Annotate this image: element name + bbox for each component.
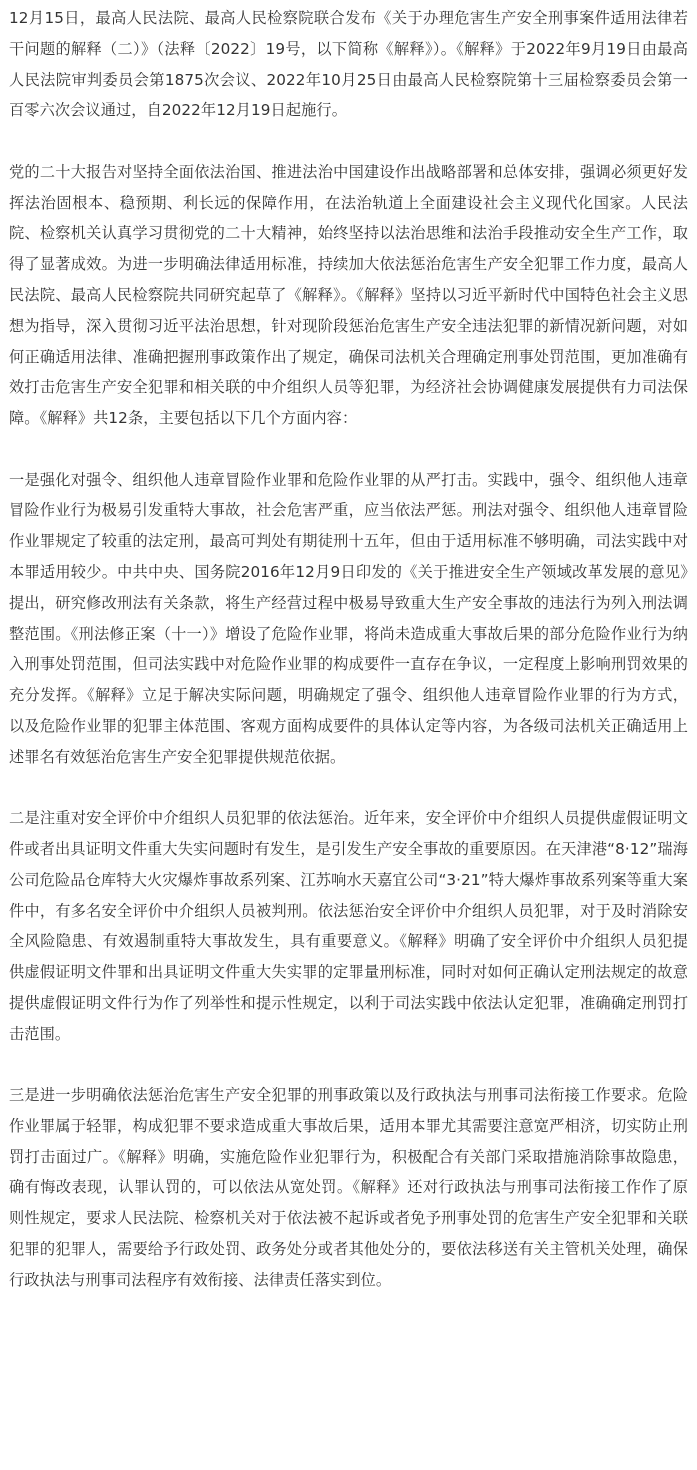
paragraph-point-three: 三是进一步明确依法惩治危害生产安全犯罪的刑事政策以及行政执法与刑事司法衔接工作要求。危险作业罪属于轻罪，构成犯罪不要求造成重大事故后果，适用本罪尤其需要注意宽严相济，切实防止刑罚打击面过广。《解释》明确，实施危险作业犯罪行为，积极配合有关部门采取措施消除事故隐患，确有悔改表现，认罪认罚的，可以依法从宽处罚。《解释》还对行政执法与刑事司法衔接工作作了原则性规定，要求人民法院、检察机关对于依法被不起诉或者免予刑事处罚的危害生产安全犯罪和关联犯罪的犯罪人，需要给予行政处罚、政务处分或者其他处分的，要依法移送有关主管机关处理，确保行政执法与刑事司法程序有效衔接、法律责任落实到位。	[9, 1086, 688, 1289]
paragraph-point-one: 一是强化对强令、组织他人违章冒险作业罪和危险作业罪的从严打击。实践中，强令、组织他人违章冒险作业行为极易引发重特大事故，社会危害严重，应当依法严惩。刑法对强令、组织他人违章冒险作业罪规定了较重的法定刑，最高可判处有期徒刑十五年，但由于适用标准不够明确，司法实践中对本罪适用较少。中共中央、国务院2016年12月9日印发的《关于推进安全生产领域改革发展的意见》提出，研究修改刑法有关条款，将生产经营过程中极易导致重大生产安全事故的违法行为列入刑法调整范围。《刑法修正案（十一）》增设了危险作业罪，将尚未造成重大事故后果的部分危险作业行为纳入刑事处罚范围，但司法实践中对危险作业罪的构成要件一直存在争议，一定程度上影响刑罚效果的充分发挥。《解释》立足于解决实际问题，明确规定了强令、组织他人违章冒险作业罪的行为方式，以及危险作业罪的犯罪主体范围、客观方面构成要件的具体认定等内容，为各级司法机关正确适用上述罪名有效惩治危害生产安全犯罪提供规范依据。	[9, 470, 688, 766]
paragraph-point-two: 二是注重对安全评价中介组织人员犯罪的依法惩治。近年来，安全评价中介组织人员提供虚假证明文件或者出具证明文件重大失实问题时有发生，是引发生产安全事故的重要原因。在天津港“8·12”瑞海公司危险品仓库特大火灾爆炸事故系列案、江苏响水天嘉宜公司“3·21”特大爆炸事故系列案等重大案件中，有多名安全评价中介组织人员被判刑。依法惩治安全评价中介组织人员犯罪，对于及时消除安全风险隐患、有效遏制重特大事故发生，具有重要意义。《解释》明确了安全评价中介组织人员犯提供虚假证明文件罪和出具证明文件重大失实罪的定罪量刑标准，同时对如何正确认定刑法规定的故意提供虚假证明文件行为作了列举性和提示性规定，以利于司法实践中依法认定犯罪，准确确定刑罚打击范围。	[9, 809, 688, 1043]
paragraph-background: 党的二十大报告对坚持全面依法治国、推进法治中国建设作出战略部署和总体安排，强调必须更好发挥法治固根本、稳预期、利长远的保障作用，在法治轨道上全面建设社会主义现代化国家。人民法院、检察机关认真学习贯彻党的二十大精神，始终坚持以法治思维和法治手段推动安全生产工作，取得了显著成效。为进一步明确法律适用标准，持续加大依法惩治危害生产安全犯罪工作力度，最高人民法院、最高人民检察院共同研究起草了《解释》。《解释》坚持以习近平新时代中国特色社会主义思想为指导，深入贯彻习近平法治思想，针对现阶段惩治危害生产安全违法犯罪的新情况新问题，对如何正确适用法律、准确把握刑事政策作出了规定，确保司法机关合理确定刑事处罚范围，更加准确有效打击危害生产安全犯罪和相关联的中介组织人员等犯罪，为经济社会协调健康发展提供有力司法保障。《解释》共12条，主要包括以下几个方面内容：	[9, 162, 688, 428]
paragraph-intro: 12月15日，最高人民法院、最高人民检察院联合发布《关于办理危害生产安全刑事案件适用法律若干问题的解释（二）》（法释〔2022〕19号，以下简称《解释》）。《解释》于2022年9月19日由最高人民法院审判委员会第1875次会议、2022年10月25日由最高人民检察院第十三届检察委员会第一百零六次会议通过，自2022年12月19日起施行。	[9, 9, 688, 120]
article-body	[9, 3, 688, 1296]
